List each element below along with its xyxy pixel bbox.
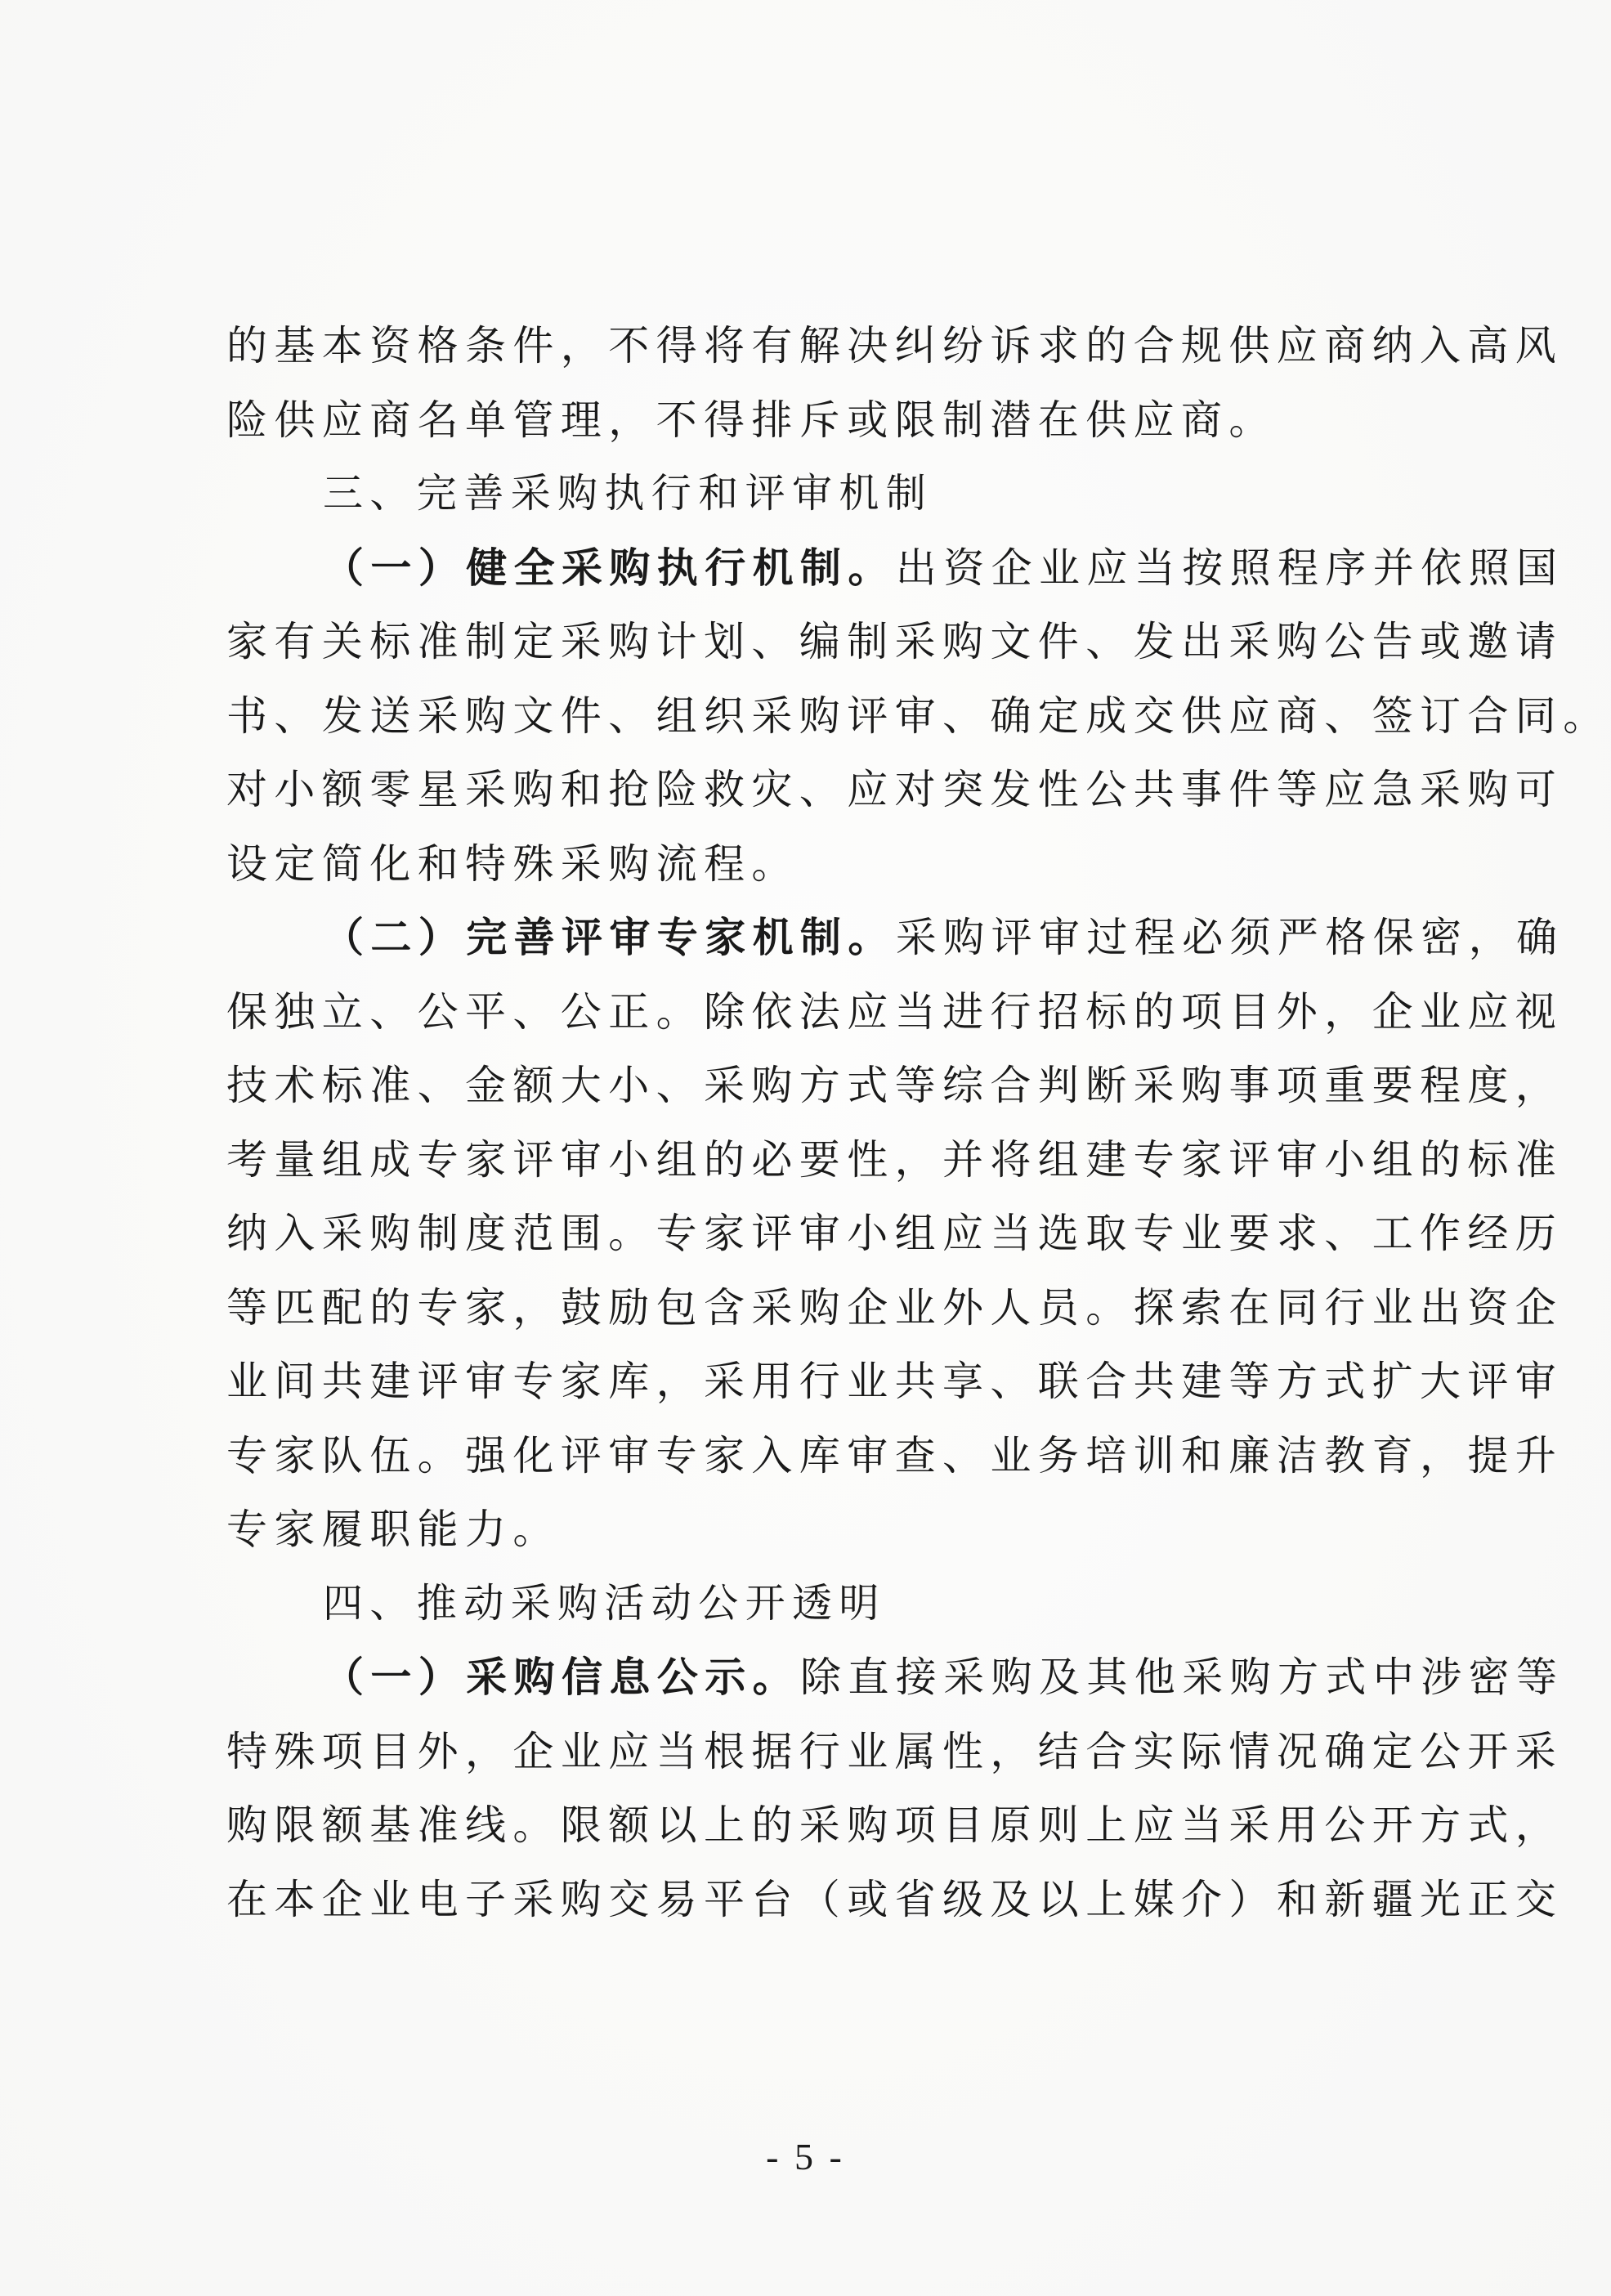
paragraph-line: 家有关标准制定采购计划、编制采购文件、发出采购公告或邀请 [226,618,1564,665]
item-title: （二）完善评审专家机制。 [323,914,896,961]
item-text: 采购评审过程必须严格保密，确 [895,914,1564,961]
paragraph-line: 书、发送采购文件、组织采购评审、确定成交供应商、签订合同。 [226,691,1611,740]
item-3-2-first-line [226,901,1564,975]
item-3-1-first-line [226,531,1564,606]
item-title: （一）健全采购执行机制。 [323,544,896,592]
paragraph-line: 购限额基准线。限额以上的采购项目原则上应当采用公开方式， [226,1801,1564,1849]
paragraph-line: 技术标准、金额大小、采购方式等综合判断采购事项重要程度， [226,1062,1564,1109]
page-number: - 5 - [766,2136,845,2177]
paragraph-line: 专家履职能力。 [226,1506,561,1553]
paragraph-line: 等匹配的专家，鼓励包含采购企业外人员。探索在同行业出资企 [226,1283,1564,1332]
paragraph-line: 在本企业电子采购交易平台（或省级及以上媒介）和新疆光正交 [226,1875,1564,1923]
paragraph-line: 险供应商名单管理，不得排斥或限制潜在供应商。 [226,396,1277,444]
item-title: （一）采购信息公示。 [323,1654,800,1701]
item-4-1-first-line [226,1640,1564,1715]
paragraph-line: 设定简化和特殊采购流程。 [226,839,799,888]
paragraph-line: 专家队伍。强化评审专家入库审查、业务培训和廉洁教育，提升 [226,1431,1564,1479]
paragraph-line: 纳入采购制度范围。专家评审小组应当选取专业要求、工作经历 [226,1210,1564,1257]
section-heading-4: 四、推动采购活动公开透明 [323,1579,886,1627]
section-heading-3: 三、完善采购执行和评审机制 [323,470,933,517]
paragraph-line: 的基本资格条件，不得将有解决纠纷诉求的合规供应商纳入高风 [226,322,1564,369]
paragraph-line: 特殊项目外，企业应当根据行业属性，结合实际情况确定公开采 [226,1727,1564,1775]
item-text: 除直接采购及其他采购方式中涉密等 [800,1654,1564,1701]
paragraph-line: 考量组成专家评审小组的必要性，并将组建专家评审小组的标准 [226,1135,1564,1184]
paragraph-line: 保独立、公平、公正。除依法应当进行招标的项目外，企业应视 [226,987,1564,1036]
item-text: 出资企业应当按照程序并依照国 [895,544,1564,592]
body-text [226,309,1611,1936]
paragraph-line: 对小额零星采购和抢险救灾、应对突发性公共事件等应急采购可 [226,766,1564,813]
paragraph-line: 业间共建评审专家库，采用行业共享、联合共建等方式扩大评审 [226,1358,1564,1405]
